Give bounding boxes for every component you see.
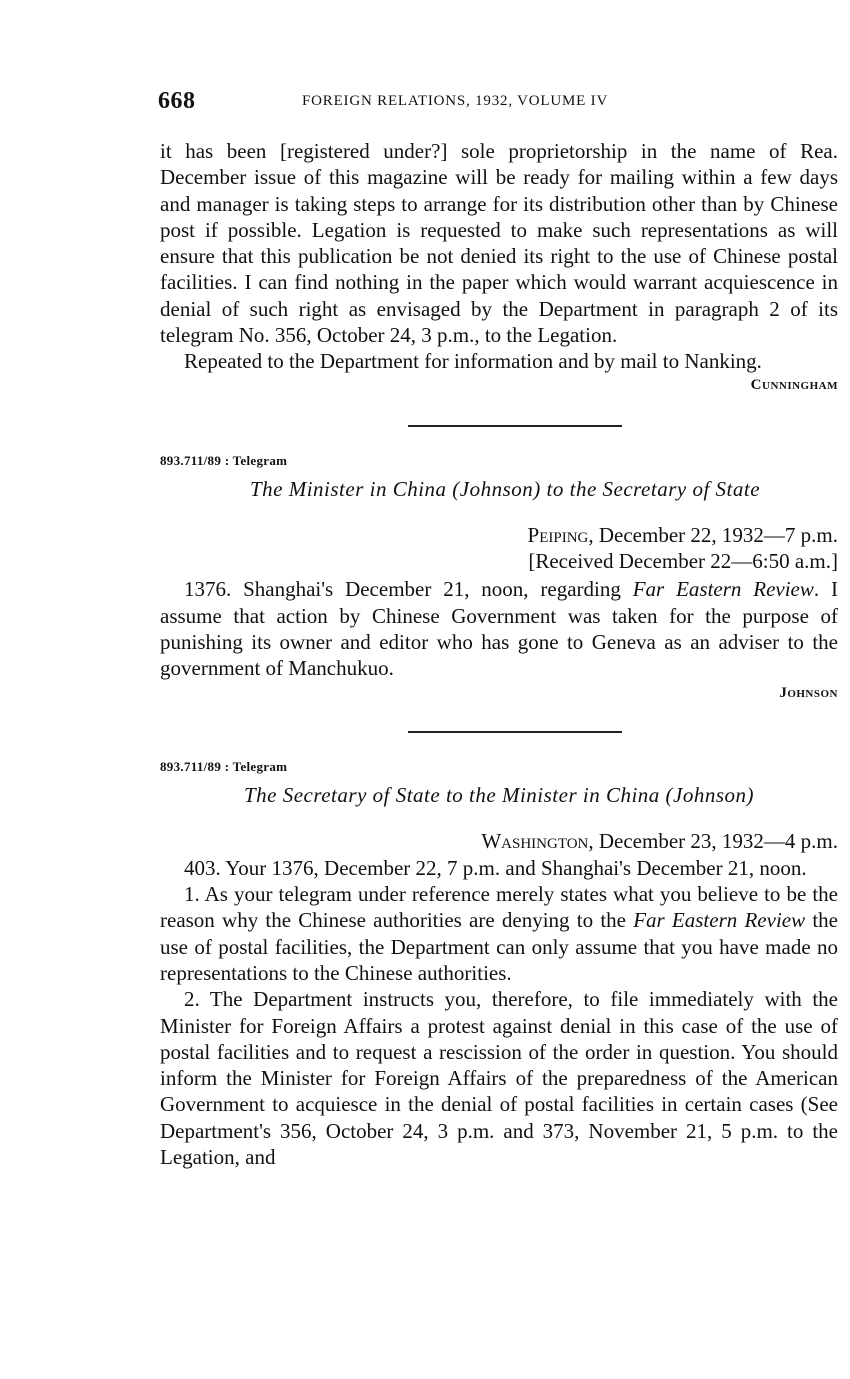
paragraph-text: . I assume that action by Chinese Government was taken for the purpose of punishing its owner and editor who has gone to Geneva as an adviser to the government of Manchukuo. (160, 577, 838, 681)
signature-cunningham: Cunningham (750, 376, 838, 393)
document-heading: The Secretary of State to the Minister in China (Johnson) (243, 783, 755, 808)
section-divider (408, 731, 622, 733)
continuation-paragraph: it has been [registered under?] sole proprietorship in the name of Rea. December issue of this magazine will be ready for mailing within a few days and manager is taking steps to arrange for its distribution other than by Chinese post if possible. Legation is requested to make such representations as will ensure that this publication be not denied its right to the use of Chinese postal facilities. I can find nothing in the paper which would warrant acquiescence in denial of such right as envisaged by the Department in paragraph 2 of its telegram No. 356, October 24, 3 p.m., to the Legation. (160, 139, 838, 348)
running-header (160, 88, 838, 124)
paragraph-text: the use of postal facilities, the Department can only assume that you have made no representations to the Chinese authorities. (160, 908, 838, 985)
repeated-paragraph: Repeated to the Department for information and by mail to Nanking. (184, 349, 762, 374)
telegram-paragraph (160, 576, 838, 681)
section-divider (408, 425, 622, 427)
file-reference: 893.711/89 : Telegram (160, 759, 288, 775)
telegram-paragraph: 403. Your 1376, December 22, 7 p.m. and Shanghai's December 21, noon. (184, 855, 807, 880)
dateline-place: Peiping (527, 522, 589, 547)
numbered-paragraph-1 (160, 881, 838, 986)
numbered-paragraph-2: 2. The Department instructs you, therefore, to file immediately with the Minister for Foreign Affairs a protest against denial in this case of the use of postal facilities and to request a rescission of the order in question. You should inform the Minister for Foreign Affairs of the preparedness of the American Government to acquiesce in the denial of postal facilities in certain cases (See Department's 356, October 24, 3 p.m. and 373, November 21, 5 p.m. to the Legation, and (160, 987, 838, 1170)
paragraph-text: 1376. Shanghai's December 21, noon, regarding (184, 577, 633, 602)
dateline-date: , December 23, 1932—4 p.m. (588, 829, 838, 854)
file-reference: 893.711/89 : Telegram (160, 452, 288, 468)
publication-title: Far Eastern Review (633, 908, 806, 933)
dateline-date: , December 22, 1932—7 p.m. (588, 522, 838, 547)
paragraph-text: 1. As your telegram under reference merely states what you believe to be the reason why the Chinese authorities are denying to the (160, 882, 838, 933)
received-line: [Received December 22—6:50 a.m.] (528, 548, 838, 573)
signature-johnson: Johnson (779, 685, 838, 702)
document-heading: The Minister in China (Johnson) to the Secretary of State (249, 476, 761, 501)
dateline-place: Washington (481, 829, 589, 854)
running-title: FOREIGN RELATIONS, 1932, VOLUME IV (302, 93, 609, 109)
publication-title: Far Eastern Review (632, 577, 814, 602)
page-number: 668 (158, 88, 196, 114)
dateline (160, 522, 838, 548)
dateline (160, 828, 838, 854)
